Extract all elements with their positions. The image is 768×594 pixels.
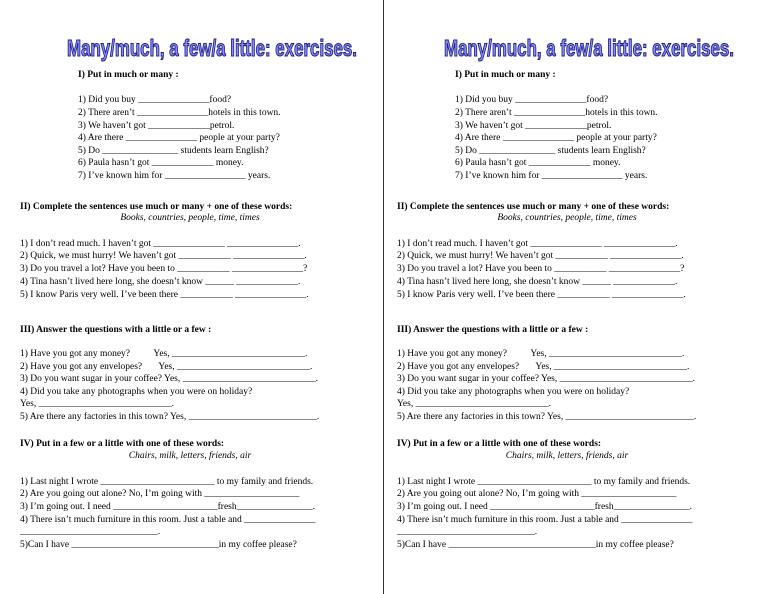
exercise-line: 2) There aren’t _______________hotels in this town.: [78, 108, 281, 118]
exercise-line: 3) Do you travel a lot? Have you been to ___________ _______________?: [397, 264, 685, 274]
exercise-line: _____________________________.: [397, 527, 538, 537]
exercise-line: 2) Quick, we must hurry! We haven’t got ___________ _______________.: [20, 251, 307, 261]
section-3-heading: III) Answer the questions with a little or a few :: [20, 325, 212, 335]
exercise-line: 4) Tina hasn’t lived here long, she doesn’t know ______ _____________.: [397, 277, 678, 287]
exercise-line: 6) Paula hasn’t got _____________ money.: [455, 158, 621, 168]
exercise-line: 7) I’ve known him for _________________ years.: [78, 171, 271, 181]
column-divider: [383, 0, 384, 594]
exercise-line: 3) We haven’t got _____________petrol.: [78, 121, 235, 131]
section-4-word-list: Chairs, milk, letters, friends, air: [128, 451, 252, 461]
exercise-line: 3) Do you want sugar in your coffee? Yes, ____________________________.: [397, 374, 695, 384]
exercise-line: 3) I’m going out. I need ______________________fresh________________.: [397, 502, 692, 512]
exercise-line: 5) Are there any factories in this town? Yes, ___________________________.: [20, 412, 320, 422]
section-2-heading: II) Complete the sentences use much or many + one of these words:: [20, 202, 293, 212]
exercise-line: 3) I’m going out. I need ______________________fresh________________.: [20, 502, 315, 512]
exercise-line: 2) Quick, we must hurry! We haven’t got ___________ _______________.: [397, 251, 684, 261]
section-3-heading: III) Answer the questions with a little or a few :: [397, 325, 589, 335]
exercise-line: 4) Did you take any photographs when you were on holiday?: [397, 387, 630, 397]
section-1-heading: I) Put in much or many :: [455, 70, 556, 80]
exercise-line: Yes, ____________________________.: [397, 399, 551, 409]
exercise-line: 7) I’ve known him for _________________ years.: [455, 171, 648, 181]
exercise-line: 5) Do ________________ students learn English?: [455, 146, 646, 156]
exercise-line: 4) Are there _______________ people at your party?: [78, 133, 280, 143]
exercise-line: 2) Have you got any envelopes? Yes, ____________________________.: [20, 362, 313, 372]
exercise-line: 2) Are you going out alone? No, I’m going with ____________________: [397, 489, 677, 499]
exercise-line: 3) We haven’t got _____________petrol.: [455, 121, 612, 131]
exercise-line: 1) Have you got any money? Yes, ____________________________.: [397, 349, 685, 359]
exercise-line: 5) Do ________________ students learn English?: [78, 146, 269, 156]
worksheet-title: [439, 30, 739, 64]
worksheet-title: [62, 30, 362, 64]
exercise-line: Yes, ____________________________.: [20, 399, 174, 409]
exercise-line: 3) Do you want sugar in your coffee? Yes, ____________________________.: [20, 374, 318, 384]
exercise-line: 6) Paula hasn’t got _____________ money.: [78, 158, 244, 168]
exercise-line: _____________________________.: [20, 527, 161, 537]
section-4-heading: IV) Put in a few or a little with one of these words:: [20, 439, 225, 449]
exercise-line: 1) Last night I wrote ________________________ to my family and friends.: [20, 477, 314, 487]
section-2-word-list: Books, countries, people, time, times: [497, 213, 637, 223]
exercise-line: 1) Did you buy _______________food?: [78, 95, 232, 105]
exercise-line: 5)Can I have _______________________________in my coffee please?: [397, 540, 674, 550]
svg-text:Many/much, a few/a little: exe: Many/much, a few/a little: exercises.: [67, 35, 357, 61]
exercise-line: 5) I know Paris very well. I’ve been there ___________ _______________.: [20, 290, 309, 300]
exercise-line: 4) Tina hasn’t lived here long, she doesn’t know ______ _____________.: [20, 277, 301, 287]
section-4-word-list: Chairs, milk, letters, friends, air: [505, 451, 629, 461]
section-2-word-list: Books, countries, people, time, times: [120, 213, 260, 223]
exercise-line: 1) I don’t read much. I haven’t got _______________ _______________.: [20, 239, 301, 249]
section-4-heading: IV) Put in a few or a little with one of these words:: [397, 439, 602, 449]
worksheet-right: [397, 0, 757, 594]
exercise-line: 1) Last night I wrote ________________________ to my family and friends.: [397, 477, 691, 487]
section-2-heading: II) Complete the sentences use much or many + one of these words:: [397, 202, 670, 212]
exercise-line: 2) There aren’t _______________hotels in this town.: [455, 108, 658, 118]
exercise-line: 5) Are there any factories in this town? Yes, ___________________________.: [397, 412, 697, 422]
exercise-line: 3) Do you travel a lot? Have you been to ___________ _______________?: [20, 264, 308, 274]
exercise-line: 1) Did you buy _______________food?: [455, 95, 609, 105]
svg-text:Many/much, a few/a little: exe: Many/much, a few/a little: exercises.: [444, 35, 734, 61]
exercise-line: 5)Can I have _______________________________in my coffee please?: [20, 540, 297, 550]
exercise-line: 4) Are there _______________ people at your party?: [455, 133, 657, 143]
section-1-heading: I) Put in much or many :: [78, 70, 179, 80]
exercise-line: 4) There isn’t much furniture in this room. Just a table and _______________: [397, 515, 693, 525]
exercise-line: 5) I know Paris very well. I’ve been there ___________ _______________.: [397, 290, 686, 300]
exercise-line: 4) Did you take any photographs when you were on holiday?: [20, 387, 253, 397]
exercise-line: 1) I don’t read much. I haven’t got _______________ _______________.: [397, 239, 678, 249]
exercise-line: 2) Are you going out alone? No, I’m going with ____________________: [20, 489, 300, 499]
exercise-line: 1) Have you got any money? Yes, ____________________________.: [20, 349, 308, 359]
worksheet-left: [20, 0, 380, 594]
exercise-line: 2) Have you got any envelopes? Yes, ____________________________.: [397, 362, 690, 372]
exercise-line: 4) There isn’t much furniture in this room. Just a table and _______________: [20, 515, 316, 525]
